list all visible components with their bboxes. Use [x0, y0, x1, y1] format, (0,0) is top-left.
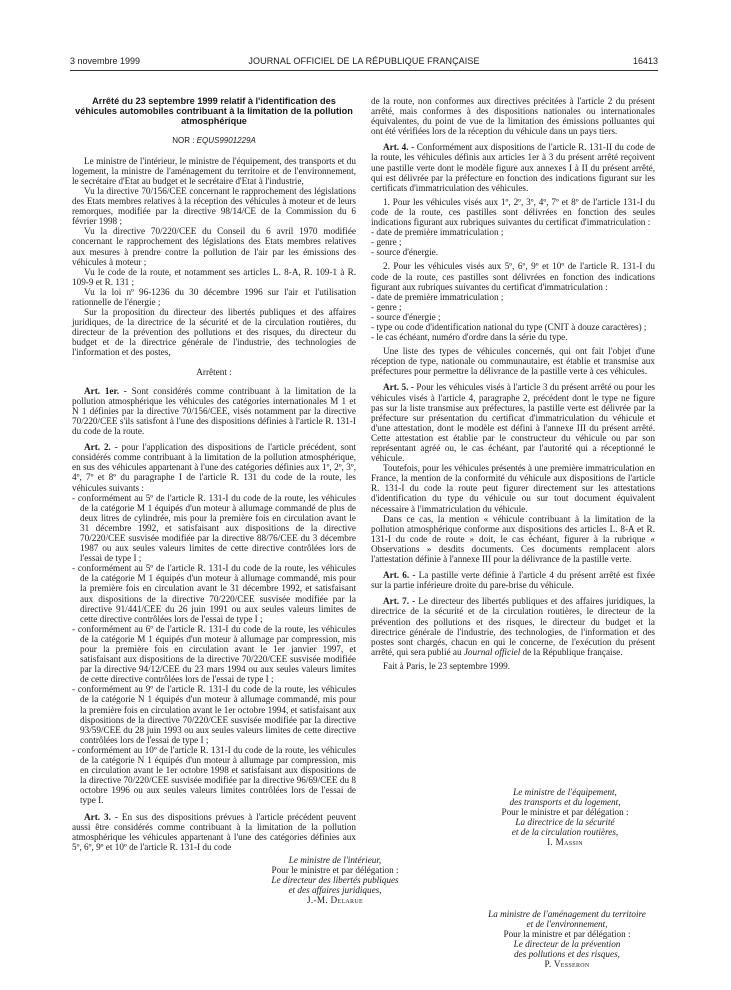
- visa-loi-air: Vu la loi nº 96-1236 du 30 décembre 1996 sur l'air et l'utilisation rationnelle de l'énergie ;: [72, 286, 356, 308]
- journal-title: JOURNAL OFFICIEL DE LA RÉPUBLIQUE FRANÇAISE: [248, 56, 480, 66]
- article-3-lead: Art. 3. -: [84, 811, 118, 822]
- article-5-para-2: Toutefois, pour les véhicules présentés à une première immatriculation en France, la mention de la conformité du véhicule aux dispositions de l'article R. 131-I du code la route peut figurer directement sur les attestations d'identification du type du véhicule ou sur tout document équivalent nécessaire à l'immatriculation du véhicule.: [371, 463, 655, 514]
- list-item: - genre ;: [371, 237, 402, 248]
- article-4-text: Conformément aux dispositions de l'article R. 131-II du code de la route, les véhicules définis aux articles 1er à 3 du présent arrêté reçoivent une pastille verte dont le modèle figure aux annexes I à II du présent arrêté, qui est délivrée par la préfecture en fonction des indications figurant sur les certificats d'immatriculation des véhicules.: [371, 142, 655, 193]
- article-5-text: Pour les véhicules visés à l'article 3 du présent arrêté ou pour les véhicules visés à l'article 4, paragraphe 2, précédent dont le type ne figure pas sur la liste transmise aux préfectures, la pastille verte est délivrée par la préfecture sur présentation du certificat d'immatriculation du véhicule et d'une attestation, dont le modèle est défini à l'annexe III du présent arrêté. Cette attestation est établie par le constructeur du véhicule ou par son représentant agréé ou, le cas échéant, par l'autorité qui a réceptionné le véhicule.: [371, 382, 655, 464]
- article-2: [72, 442, 356, 492]
- list-item: - source d'énergie ;: [371, 311, 441, 322]
- visa-directive-70-220: Vu la directive 70/220/CEE du Conseil du 6 avril 1970 modifiée concernant le rapprochement des législations des Etats membres relatives aux mesures à prendre contre la pollution de l'air par les émissions des véhicules à moteur ;: [72, 226, 356, 267]
- article-5-lead: Art. 5. -: [383, 382, 414, 393]
- article-3: [72, 812, 356, 852]
- sig-line: des pollutions et des risques,: [514, 949, 620, 960]
- article-6-lead: Art. 6. -: [383, 570, 416, 581]
- list-item: - conformément au 5º de l'article R. 131-I du code de la route, les véhicules de la catégorie M 1 équipés d'un moteur à allumage commandé de plus de deux litres de cylindrée, mis pour la première fois en circulation avant le 31 décembre 1992, et satisfaisant aux dispositions de la directive 70/220/CEE susvisée modifiée par la directive 88/76/CEE du 3 décembre 1987 ou aux seules valeurs limites de cette directive contrôlées lors de l'essai de type I ;: [72, 492, 356, 564]
- header-rule: [70, 70, 658, 71]
- nor-code: EQUS9901229A: [196, 135, 256, 145]
- fait-a-paris: Fait à Paris, le 23 septembre 1999.: [383, 660, 511, 671]
- list-item: - conformément au 9º de l'article R. 131-I du code de la route, les véhicules de la catégorie N 1 équipés d'un moteur à allumage commandé, mis pour la première fois en circulation avant le 1er octobre 1994, et satisfaisant aux dispositions de la directive 70/220/CEE susvisée modifiée par la directive 93/59/CEE du 28 juin 1993 ou aux seules valeurs limites de cette directive contrôlées lors de l'essai de type I ;: [72, 684, 356, 745]
- article-5: [371, 382, 655, 463]
- nor-label: NOR :: [172, 135, 195, 145]
- article-1-lead: Art. 1er. -: [84, 385, 127, 396]
- list-item: - conformément au 6º de l'article R. 131-I du code de la route, les véhicules de la catégorie M 1 équipés d'un moteur à allumage par compression, mis pour la première fois en circulation avant le 1er janvier 1997, et satisfaisant aux dispositions de la directive 70/220/CEE susvisée modifiée par la directive 94/12/CEE du 23 mars 1994 ou aux seules valeurs limites de cette directive contrôlées lors de l'essai de type I ;: [72, 623, 356, 685]
- article-2-lead: Art. 2. -: [84, 442, 118, 453]
- right-column: [371, 96, 655, 671]
- preamble-ministers: Le ministre de l'intérieur, le ministre de l'équipement, des transports et du logement, la ministre de l'aménagement du territoire et de l'environnement, le secrétaire d'Etat au budget et le secrétaire d'Etat à l'industrie,: [72, 155, 356, 186]
- article-2-text: pour l'application des dispositions de l'article précédent, sont considérés comme contribuant à la limitation de la pollution atmosphérique, en sus des véhicules appartenant à l'une des catégories définies aux 1º, 2º, 3º, 4º, 7º et 8º du paragraphe I de l'article R. 131 du code de la route, les véhicules suivants :: [72, 442, 356, 493]
- decree-title: Arrêté du 23 septembre 1999 relatif à l'identification des véhicules automobiles contribuant à la limitation de la pollution atmosphérique: [75, 96, 353, 127]
- signatory-name: P. Vesseron: [544, 959, 590, 970]
- article-3-continued: de la route, non conformes aux directives précitées à l'article 2 du présent arrêté, mais conformes à des dispositions nationales ou internationales équivalentes, du point de vue de la limitation des émissions polluantes qui ont été vérifiées lors de la réception du véhicule dans un pays tiers.: [371, 96, 655, 137]
- article-4: [371, 142, 655, 192]
- signatory-name: I. Massin: [547, 837, 583, 848]
- article-7-lead: Art. 7. -: [383, 596, 416, 607]
- page-number: 16413: [632, 56, 658, 66]
- signatory-name: J.-M. Delarue: [307, 895, 363, 906]
- article-6-text: La pastille verte définie à l'article 4 du présent arrêté est fixée sur la partie inférieure droite du pare-brise du véhicule.: [371, 570, 655, 591]
- list-item: - le cas échéant, numéro d'ordre dans la série du type.: [371, 332, 568, 343]
- article-5-para-3: Dans ce cas, la mention « véhicule contribuant à la limitation de la pollution atmosphérique conforme aux dispositions des articles L. 8-A et R. 131-I du code de route » doit, le cas échéant, figurer à la rubrique « Observations » desdits documents. Ces documents remplacent alors l'attestation définie à l'annexe III pour la délivrance de la pastille verte.: [371, 513, 655, 565]
- signature-interieur: [230, 855, 440, 905]
- article-6: [371, 570, 655, 590]
- list-item: - source d'énergie.: [371, 247, 439, 258]
- sig-line: Le directeur des libertés publiques: [271, 875, 399, 886]
- proposition-paragraph: Sur la proposition du directeur des libertés publiques et des affaires juridiques, de la directrice de la sécurité et de la circulation routières, du directeur de la prévention des pollutions et des risques, du directeur du budget et de la directrice générale de l'industrie, des technologies de l'information et des postes,: [72, 307, 356, 358]
- sig-line: Pour le ministre et par délégation :: [271, 865, 399, 876]
- sig-line: Le ministre de l'intérieur,: [288, 855, 382, 865]
- header-date: 3 novembre 1999: [70, 56, 141, 66]
- article-7: [371, 596, 655, 657]
- list-item: - type ou code d'identification national du type (CNIT à douze caractères) ;: [371, 321, 647, 332]
- sig-line: Le directeur de la prévention: [513, 939, 621, 950]
- sig-line: Pour la ministre et par délégation :: [503, 929, 631, 940]
- article-3-text: En sus des dispositions prévues à l'article précédent peuvent aussi être considérés comme contribuant à la limitation de la pollution atmosphérique les véhicules appartenant à l'une des catégories définies aux 5º, 6º, 9º et 10º de l'article R. 131-I du code: [72, 811, 356, 852]
- signature-environnement: [452, 909, 682, 970]
- sig-line: et de l'environnement,: [526, 919, 608, 930]
- nor-reference: [72, 136, 356, 146]
- sig-line: et de la circulation routières,: [511, 827, 619, 838]
- sig-line: Pour le ministre et par délégation :: [501, 807, 629, 818]
- article-7-text: Le directeur des libertés publiques et des affaires juridiques, la directrice de la sécurité et de la circulation routières, le directeur de la prévention des pollutions et des risques, le directeur du budget et la directrice générale de l'industrie, des technologies, de l'information et des postes sont chargés, chacun en qui le concerne, de l'exécution du présent arrêté, qui sera publié au: [371, 596, 655, 657]
- sig-line: des transports et du logement,: [509, 797, 621, 808]
- left-column: [72, 96, 356, 852]
- article-1: [72, 386, 356, 436]
- article-4-para-1: 1. Pour les véhicules visés aux 1º, 2º, 3º, 4º, 7º et 8º de l'article 131-I du code de la route, ces pastilles sont délivrées en fonction des seules indications figurant aux rubriques suivantes du certificat d'immatriculation :: [371, 196, 655, 228]
- visa-code-route: Vu le code de la route, et notamment ses articles L. 8-A, R. 109-1 à R. 109-9 et R. 131 ;: [72, 266, 356, 287]
- sig-line: et des affaires juridiques,: [288, 885, 382, 896]
- arretent-heading: Arrêtent :: [196, 366, 232, 377]
- journal-officiel-ref: Journal officiel: [463, 646, 521, 657]
- article-7-end: de la République française.: [522, 646, 623, 657]
- list-item: - conformément au 10º de l'article R. 131-I du code de la route, les véhicules de la catégorie N 1 équipés d'un moteur à allumage par compression, mis en circulation avant le 1er octobre 1998 et satisfaisant aux dispositions de la directive 70/220/CEE susvisée modifiée par la directive 96/69/CEE du 8 octobre 1996 ou aux seules valeurs limites contrôlées lors de l'essai de type I.: [72, 744, 356, 806]
- sig-line: La directrice de la sécurité: [515, 817, 615, 828]
- sig-line: La ministre de l'aménagement du territoire: [488, 909, 646, 919]
- page-header: [70, 56, 658, 70]
- list-item: - conformément au 5º de l'article R. 131-I du code de la route, les véhicules de la catégorie M 1 équipés d'un moteur à allumage commandé, mis pour la première fois en circulation avant le 31 décembre 1992, et satisfaisant aux dispositions de la directive 70/220/CEE susvisée modifiée par la directive 91/441/CEE du 26 juin 1991 ou aux seules valeurs limites de cette directive contrôlées lors de l'essai de type I ;: [72, 563, 356, 624]
- article-4-para-3: Une liste des types de véhicules concernés, qui ont fait l'objet d'une réception de type, nationale ou communautaire, est établie et transmise aux préfectures pour permettre la délivrance de la pastille verte à ces véhicules.: [371, 346, 655, 377]
- signature-equipement: [470, 787, 660, 848]
- article-4-lead: Art. 4. -: [383, 142, 415, 153]
- list-item: - genre ;: [371, 301, 402, 312]
- sig-line: Le ministre de l'équipement,: [513, 787, 617, 797]
- list-item: - date de première immatriculation ;: [371, 291, 504, 302]
- list-item: - date de première immatriculation ;: [371, 227, 504, 238]
- visa-directive-70-156: Vu la directive 70/156/CEE concernant le rapprochement des législations des Etats membres relatives à la réception des véhicules à moteur et de leurs remorques, modifiée par la directive 98/14/CE de la Commission du 6 février 1998 ;: [72, 185, 356, 227]
- article-4-para-2: 2. Pour les véhicules visés aux 5º, 6º, 9º et 10º de l'article R. 131-I du code de la route, ces pastilles sont délivrées en fonction des indications figurant aux rubriques suivantes du certificat d'immatriculation :: [371, 261, 655, 292]
- article-1-text: Sont considérés comme contribuant à la limitation de la pollution atmosphérique les véhicules des catégories internationales M 1 et N 1 définies par la directive 70/156/CEE, visés notamment par la directive 70/220/CEE s'ils satisfont à l'une des dispositions définies à l'article R. 131-I du code de la route.: [72, 385, 356, 437]
